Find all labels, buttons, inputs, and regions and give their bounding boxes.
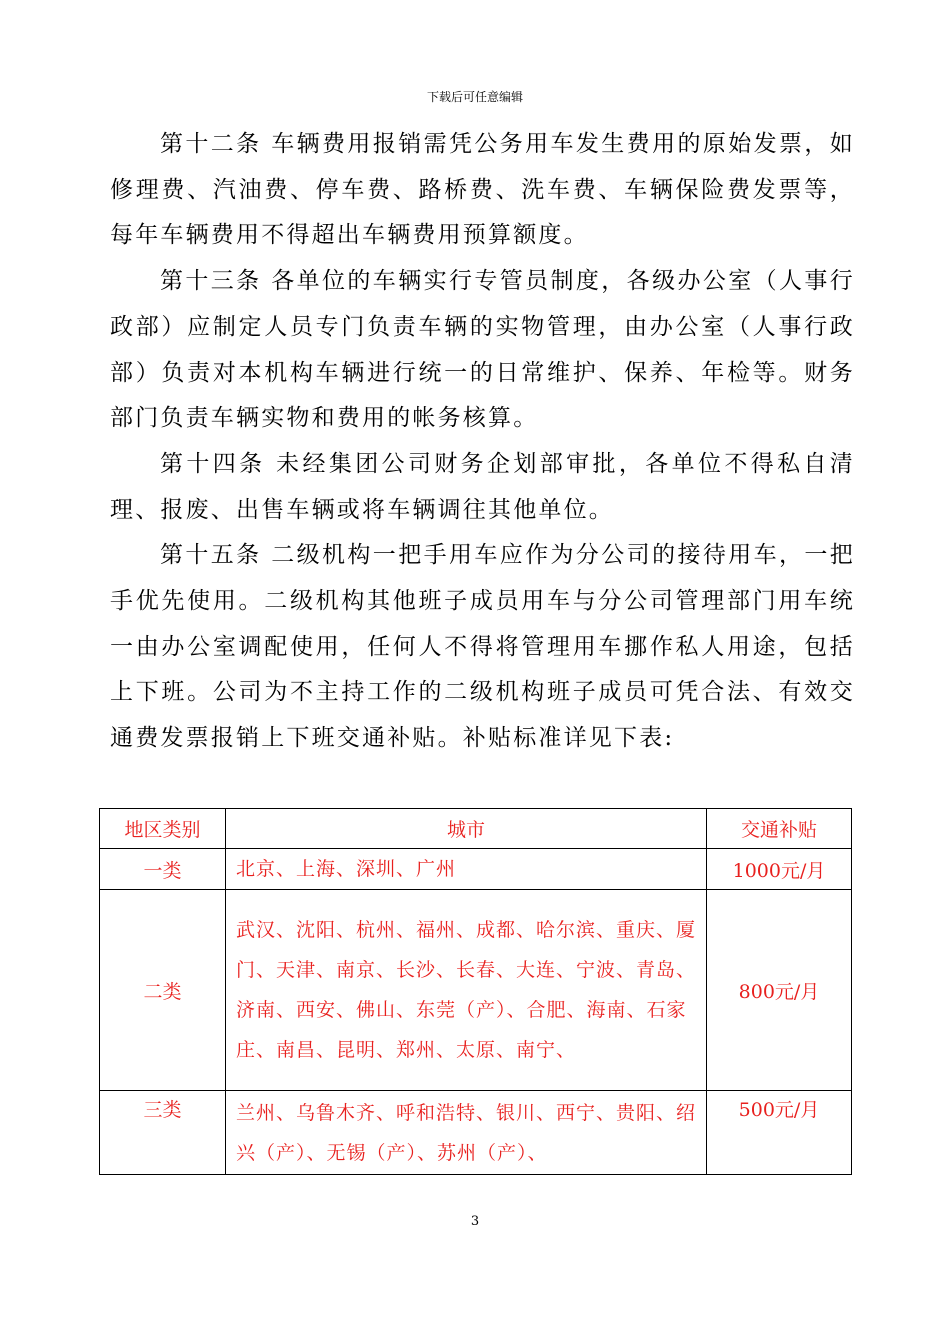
page-header: 下载后可任意编辑 xyxy=(426,90,523,104)
article-13: 第十三条 各单位的车辆实行专管员制度，各级办公室（人事行政部）应制定人员专门负责车辆的实物管理，由办公室（人事行政部）负责对本机构车辆进行统一的日常维护、保养、年检等。财务部门负责车辆实物和费用的帐务核算。 xyxy=(110,268,855,432)
article-12: 第十二条 车辆费用报销需凭公务用车发生费用的原始发票，如修理费、汽油费、停车费、路桥费、洗车费、车辆保险费发票等，每年车辆费用不得超出车辆费用预算额度。 xyxy=(110,131,855,249)
table-row xyxy=(100,849,852,890)
table-row xyxy=(100,890,852,1091)
region-category: 三类 xyxy=(100,1091,226,1175)
table-header-row xyxy=(100,809,852,849)
subsidy-amount: 800元/月 xyxy=(707,890,852,1091)
article-15: 第十五条 二级机构一把手用车应作为分公司的接待用车，一把手优先使用。二级机构其他班子成员用车与分公司管理部门用车统一由办公室调配使用，任何人不得将管理用车挪作私人用途，包括上下班。公司为不主持工作的二级机构班子成员可凭合法、有效交通费发票报销上下班交通补贴。补贴标准详见下表: xyxy=(110,542,855,752)
region-category: 一类 xyxy=(100,849,226,890)
region-category: 二类 xyxy=(100,890,226,1091)
page-number: 3 xyxy=(470,1214,480,1229)
document-body xyxy=(110,122,855,762)
city-list: 武汉、沈阳、杭州、福州、成都、哈尔滨、重庆、厦门、天津、南京、长沙、长春、大连、宁波、青岛、济南、西安、佛山、东莞（产）、合肥、海南、石家庄、南昌、昆明、郑州、太原、南宁、 xyxy=(226,890,707,1091)
header-city: 城市 xyxy=(226,809,707,849)
header-subsidy: 交通补贴 xyxy=(707,809,852,849)
header-region-category: 地区类别 xyxy=(100,809,226,849)
city-list: 北京、上海、深圳、广州 xyxy=(226,849,707,890)
subsidy-amount: 500元/月 xyxy=(707,1091,852,1175)
subsidy-amount: 1000元/月 xyxy=(707,849,852,890)
city-list: 兰州、乌鲁木齐、呼和浩特、银川、西宁、贵阳、绍兴（产）、无锡（产）、苏州（产）、 xyxy=(226,1091,707,1175)
article-14: 第十四条 未经集团公司财务企划部审批，各单位不得私自清理、报废、出售车辆或将车辆调往其他单位。 xyxy=(110,450,855,523)
subsidy-table xyxy=(99,808,852,1175)
table-row xyxy=(100,1091,852,1175)
